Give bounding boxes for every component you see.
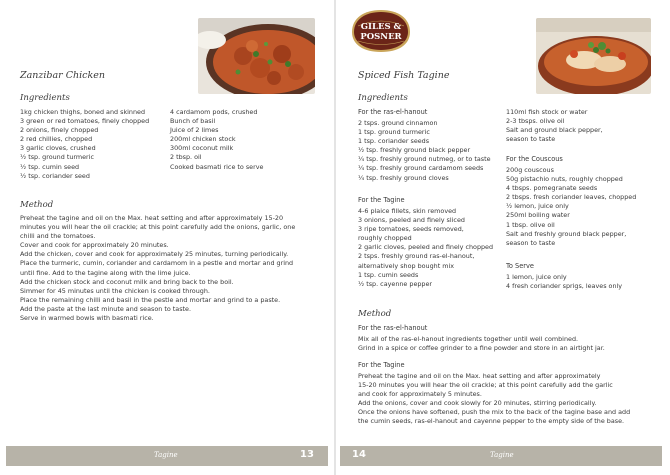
method-text [20, 214, 295, 323]
list-item: 1kg chicken thighs, boned and skinned [20, 108, 146, 116]
list-item: ¼ tsp. freshly ground nutmeg, or to taste [358, 155, 491, 164]
list-item: 110ml fish stock or water [506, 108, 588, 116]
list-item: 50g pistachio nuts, roughly chopped [506, 175, 623, 184]
list-item: 1 tbsp. olive oil [506, 220, 555, 229]
to-serve-list [506, 273, 622, 291]
method-heading: Method [20, 200, 54, 210]
list-item: Juice of 2 limes [170, 126, 219, 135]
list-item: 3 green or red tomatoes, finely chopped [20, 117, 150, 126]
method-line: until fine. Add to the tagine along with the lime juice. [20, 268, 191, 277]
tagine-list [358, 207, 493, 289]
method-line: Cover and cook for approximately 20 minutes. [20, 241, 169, 250]
recipe-title: Zanzibar Chicken [20, 70, 105, 81]
list-item: 1 tsp. ground turmeric [358, 128, 430, 137]
list-item: 300ml coconut milk [170, 144, 234, 153]
list-item: Salt and freshly ground black pepper, [506, 229, 627, 238]
list-item: 3 ripe tomatoes, seeds removed, [358, 225, 464, 234]
ras-el-hanout-subheading: For the ras-el-hanout [358, 108, 428, 116]
list-item: 2-3 tbsps. olive oil [506, 117, 565, 126]
logo-line-1: GILES & [360, 22, 402, 32]
ingredients-heading: Ingredients [20, 93, 70, 103]
method-line: 15-20 minutes you will hear the oil crackle; at this point carefully add the garlic [358, 381, 613, 390]
footer-label: Tagine [490, 451, 514, 459]
right-page [336, 0, 670, 475]
list-item: ½ tsp. coriander seed [20, 171, 90, 180]
list-item: 2 tsps. ground cinnamon [358, 119, 438, 127]
list-item: alternatively shop bought mix [358, 261, 455, 270]
tagine-subheading: For the Tagine [358, 196, 405, 204]
list-item: 2 onions, finely chopped [20, 126, 99, 135]
method-line: Add the chicken, cover and cook for approximately 25 minutes, turning periodically. [20, 250, 289, 259]
list-item: season to taste [506, 135, 556, 144]
list-item: ½ lemon, juice only [506, 202, 569, 211]
brand-logo [350, 8, 412, 54]
list-item: 250ml boiling water [506, 211, 570, 220]
fish-tagine-photo [536, 18, 651, 94]
list-item: roughly chopped [358, 234, 412, 243]
list-item: 4 cardamom pods, crushed [170, 108, 258, 116]
method-tagine-text [358, 372, 630, 427]
method-line: the cumin seeds, ras-el-hanout and cayenne pepper to the empty side of the base. [358, 417, 625, 426]
ingredients-list-col1 [20, 108, 149, 181]
ras-el-hanout-list [358, 119, 491, 183]
method-line: Serve in warmed bowls with basmati rice. [20, 314, 154, 323]
list-item: 2 tbsp. oil [170, 153, 202, 162]
list-item: 4 tbsps. pomegranate seeds [506, 184, 598, 193]
couscous-list [506, 166, 636, 248]
list-item: ½ tsp. cumin seed [20, 162, 80, 171]
recipe-title: Spiced Fish Tagine [358, 70, 450, 81]
list-item: ½ tsp. cayenne pepper [358, 279, 433, 288]
method-line: Preheat the tagine and oil on the Max. heat setting and after approximately [358, 372, 601, 380]
method-line: Place the turmeric, cumin, coriander and cardamom in a pestle and mortar and grind [20, 259, 294, 268]
list-item: Salt and ground black pepper, [506, 126, 603, 135]
ingredients-heading: Ingredients [358, 93, 408, 103]
method-line: Once the onions have softened, push the mix to the back of the tagine base and add [358, 408, 631, 417]
method-line: Preheat the tagine and oil on the Max. heat setting and after approximately 15-20 [20, 214, 284, 222]
list-item: 3 garlic cloves, crushed [20, 144, 96, 153]
method-line: and cook for approximately 5 minutes. [358, 390, 482, 399]
footer-label: Tagine [154, 451, 178, 459]
logo-line-2: POSNER [360, 32, 402, 42]
list-item: ½ tsp. freshly ground black pepper [358, 146, 471, 155]
page-footer [340, 446, 662, 466]
method-line: Add the onions, cover and cook slowly for 20 minutes, stirring periodically. [358, 399, 597, 408]
page-number: 14 [352, 449, 366, 460]
method-line: Add the chicken stock and coconut milk and bring back to the boil. [20, 277, 234, 286]
to-serve-subheading: To Serve [506, 262, 534, 270]
list-item: Cooked basmati rice to serve [170, 162, 264, 171]
list-item: 1 tsp. cumin seeds [358, 270, 419, 279]
method-line: Simmer for 45 minutes until the chicken is cooked through. [20, 286, 210, 295]
method-line: Add the paste at the last minute and season to taste. [20, 304, 192, 313]
list-item: 2 tsps. freshly ground ras-el-hanout, [358, 252, 475, 261]
method-line: minutes you will hear the oil crackle; at this point carefully add the onions, garlic, one [20, 223, 296, 232]
list-item: ¼ tsp. freshly ground cardamom seeds [358, 164, 484, 173]
method-line: Mix all of the ras-el-hanout ingredients together until well combined. [358, 335, 579, 343]
list-item: 2 garlic cloves, peeled and finely chopped [358, 243, 494, 252]
method-ras-text [358, 335, 605, 353]
list-item: 4-6 plaice fillets, skin removed [358, 207, 457, 215]
method-ras-subheading: For the ras-el-hanout [358, 324, 428, 332]
ingredients-list-col2 [170, 108, 263, 172]
list-item: Bunch of basil [170, 117, 216, 126]
list-item: season to taste [506, 238, 556, 247]
page-footer [6, 446, 328, 466]
page-number: 13 [300, 449, 314, 460]
method-line: chilli and the tomatoes. [20, 232, 96, 241]
list-item: 1 tsp. coriander seeds [358, 137, 430, 146]
list-item: 2 red chillies, chopped [20, 135, 93, 144]
list-item: ¼ tsp. freshly ground cloves [358, 173, 449, 182]
method-tagine-subheading: For the Tagine [358, 361, 405, 369]
couscous-subheading: For the Couscous [506, 155, 563, 163]
list-item: 2 tbsps. fresh coriander leaves, chopped [506, 193, 637, 202]
method-line: Grind in a spice or coffee grinder to a fine powder and store in an airtight jar. [358, 344, 605, 353]
list-item: 1 lemon, juice only [506, 273, 567, 281]
list-item: ½ tsp. ground turmeric [20, 153, 94, 162]
list-item: 200g couscous [506, 166, 554, 174]
left-page [0, 0, 334, 475]
list-item: 3 onions, peeled and finely sliced [358, 216, 465, 225]
chicken-dish-photo [198, 18, 315, 94]
ingredients-col2-top [506, 108, 603, 144]
list-item: 200ml chicken stock [170, 135, 236, 144]
method-heading: Method [358, 309, 392, 319]
list-item: 4 fresh coriander sprigs, leaves only [506, 282, 623, 291]
method-line: Place the remaining chilli and basil in the pestle and mortar and grind to a paste. [20, 295, 281, 304]
